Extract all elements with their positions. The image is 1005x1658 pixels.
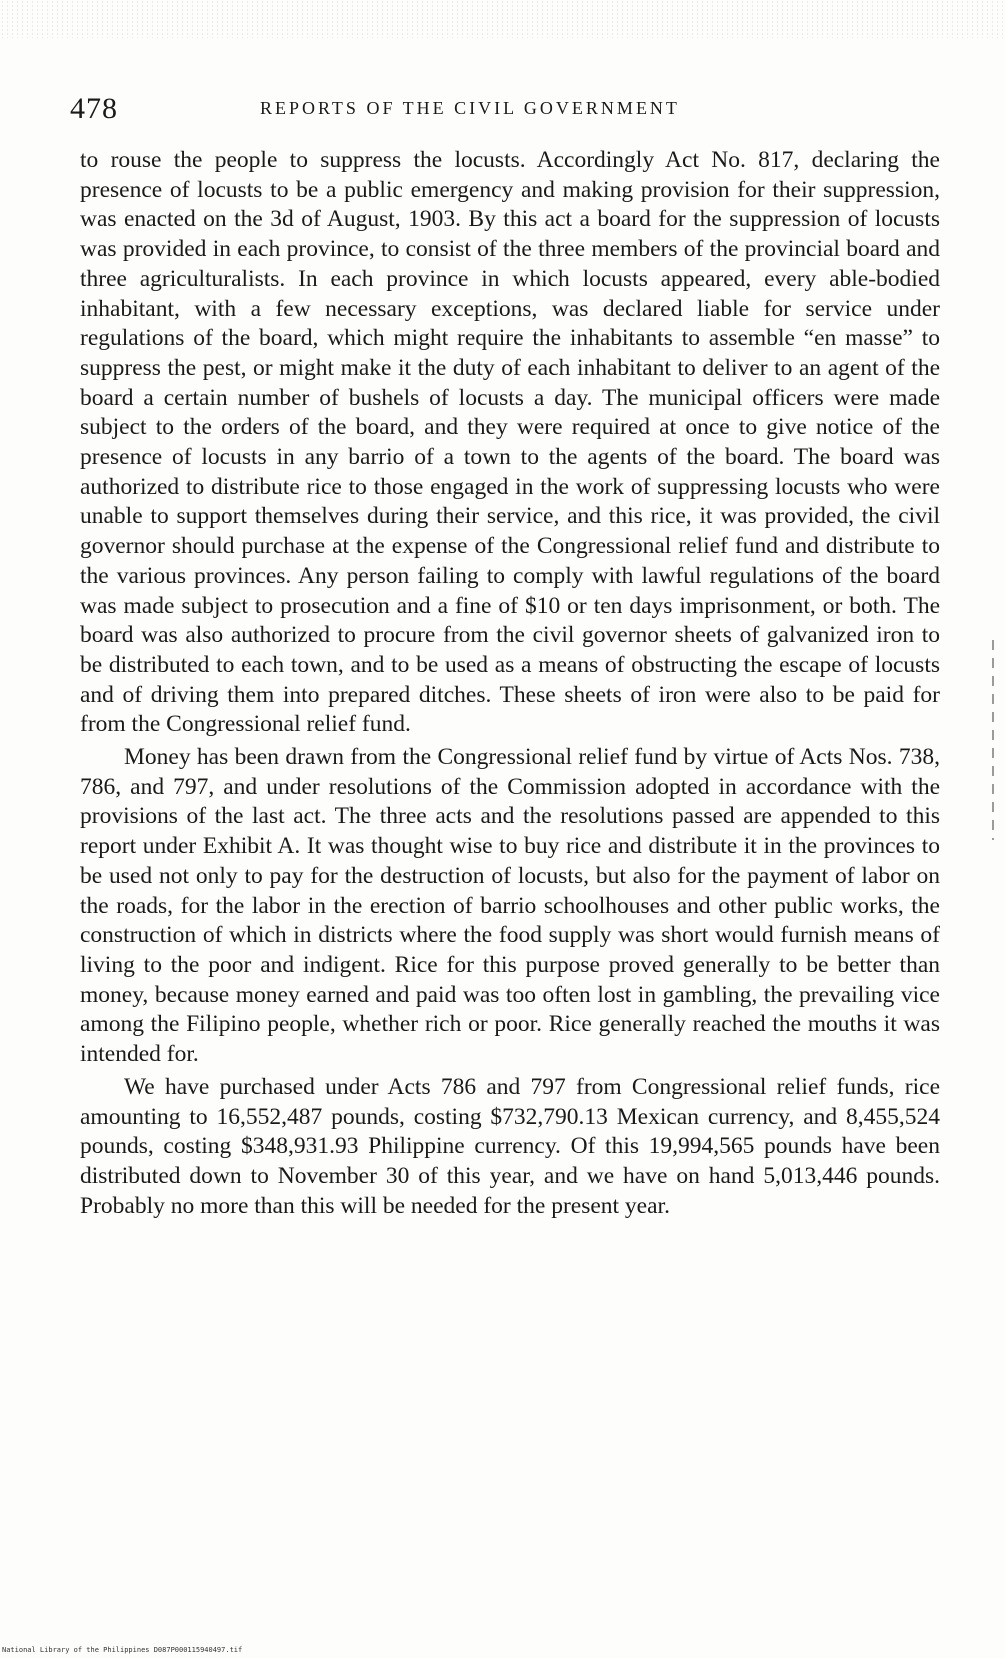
paragraph-rice-purchases: We have purchased under Acts 786 and 797 from Congressional relief funds, rice amounting to 16,552,487 pounds, costing $732,790.13 Mexican currency, and 8,455,524 pounds, costing $348,931.93 Philippine currency. Of this 19,994,565 pounds have been distributed down to November 30 of this year, and we have on hand 5,013,446 pounds. Probably no more than this will be needed for the present year. [80, 1073, 940, 1219]
paragraph-relief-fund: Money has been drawn from the Congressional relief fund by virtue of Acts Nos. 738, 786, and 797, and under resolutions of the Commission adopted in accordance with the provisions of the last act. The three acts and the resolutions passed are appended to this report under Exhibit A. It was thought wise to buy rice and distribute it in the provinces to be used not only to pay for the destruction of locusts, but also for the payment of labor on the roads, for the labor in the erection of barrio schoolhouses and other public works, the construction of which in districts where the food supply was short would furnish means of living to the poor and indigent. Rice for this purpose proved generally to be better than money, because money earned and paid was too often lost in gambling, the prevailing vice among the Filipino people, whether rich or poor. Rice generally reached the mouths it was intended for. [80, 744, 940, 1068]
scan-stamp: National Library of the Philippines D087P000115940497.tif [2, 1646, 243, 1654]
paragraph-locust-act: to rouse the people to suppress the locusts. Accordingly Act No. 817, declaring the presence of locusts to be a public emergency and making provision for their suppression, was enacted on the 3d of August, 1903. By this act a board for the suppression of locusts was provided in each province, to consist of the three members of the provincial board and three agriculturalists. In each province in which locusts appeared, every able-bodied inhabitant, with a few necessary exceptions, was declared liable for service under regulations of the board, which might require the inhabitants to assemble “en masse” to suppress the pest, or might make it the duty of each inhabitant to deliver to an agent of the board a certain number of bushels of locusts a day. The municipal officers were made subject to the orders of the board, and they were required at once to give notice of the presence of locusts in any barrio of a town to the agents of the board. The board was authorized to distribute rice to those engaged in the work of suppressing locusts who were unable to support themselves during their service, and this rice, it was provided, the civil governor should purchase at the expense of the Congressional relief fund and distribute to the various provinces. Any person failing to comply with lawful regulations of the board was made subject to prosecution and a fine of $10 or ten days imprisonment, or both. The board was also authorized to procure from the civil governor sheets of galvanized iron to be distributed to each town, and to be used as a means of obstructing the escape of locusts and of driving them into prepared ditches. These sheets of iron were also to be paid for from the Congressional relief fund. [80, 147, 940, 738]
page-header [70, 92, 950, 132]
running-head: REPORTS OF THE CIVIL GOVERNMENT [260, 98, 680, 118]
body-text [80, 146, 940, 1224]
margin-scan-mark [992, 640, 994, 840]
page-number: 478 [70, 92, 118, 125]
scan-noise [0, 0, 1005, 38]
